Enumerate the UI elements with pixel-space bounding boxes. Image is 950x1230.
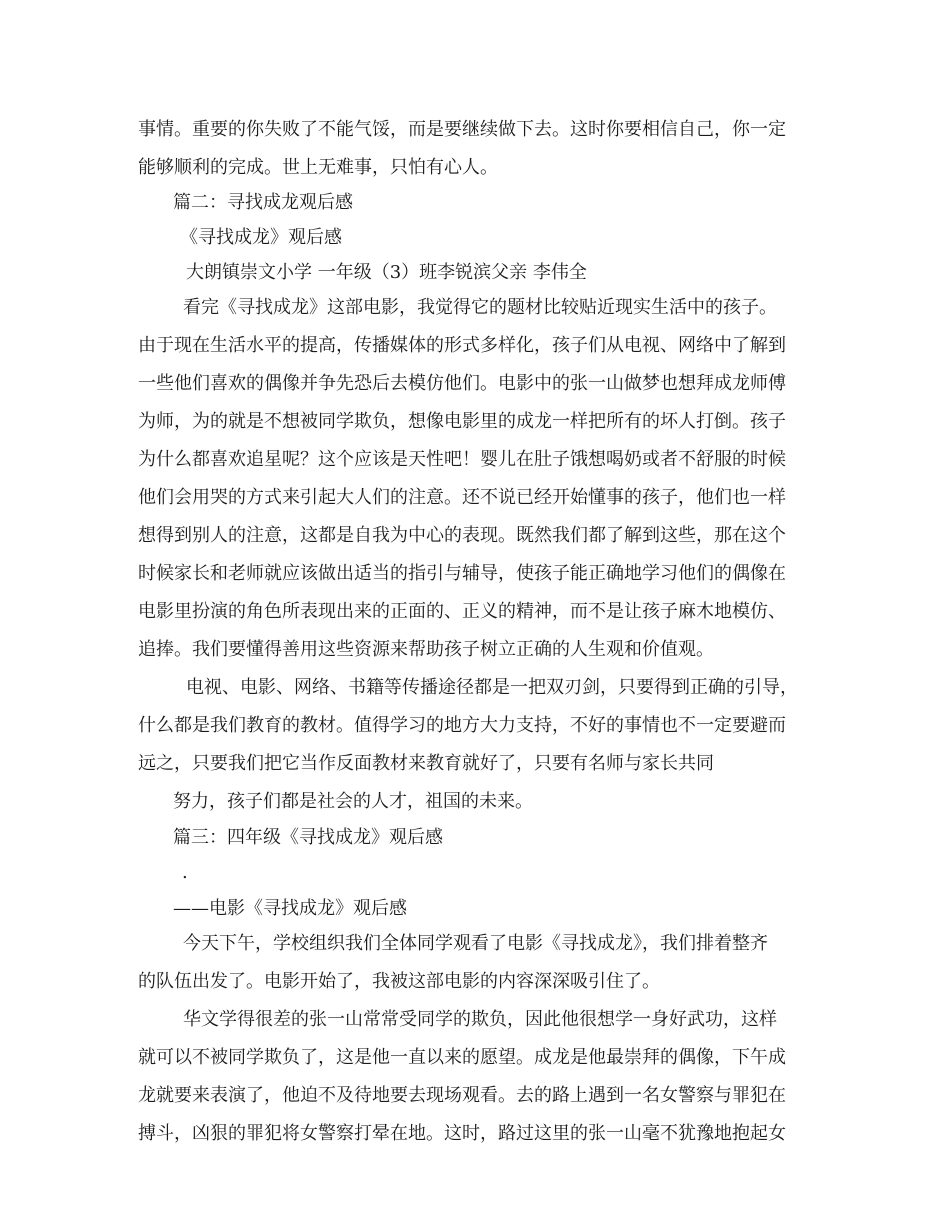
text-line: 什么都是我们教育的教材。值得学习的地方大力支持，不好的事情也不一定要避而 [138, 715, 786, 736]
article-title: 《寻找成龙》观后感 [180, 227, 342, 248]
text-line: 他们会用哭的方式来引起大人们的注意。还不说已经开始懂事的孩子，他们也一样 [138, 487, 786, 508]
text-line: 搏斗，凶狠的罪犯将女警察打晕在地。这时，路过这里的张一山毫不犹豫地抱起女 [138, 1123, 786, 1144]
text-line: 今天下午，学校组织我们全体同学观看了电影《寻找成龙》，我们排着整齐 [183, 933, 768, 954]
section-heading: 篇三：四年级《寻找成龙》观后感 [173, 827, 443, 848]
text-line: 远之，只要我们把它当作反面教材来教育就好了，只要有名师与家长共同 [138, 753, 714, 774]
text-line: 电影里扮演的角色所表现出来的正面的、正义的精神，而不是让孩子麻木地模仿、 [138, 601, 786, 622]
text-line: 为什么都喜欢追星呢？这个应该是天性吧！婴儿在肚子饿想喝奶或者不舒服的时候 [138, 449, 786, 470]
text-line: 想得到别人的注意，这都是自我为中心的表现。既然我们都了解到这些，那在这个 [138, 525, 786, 546]
text-line: 为师，为的就是不想被同学欺负，想像电影里的成龙一样把所有的坏人打倒。孩子 [138, 411, 786, 432]
text-line: 的队伍出发了。电影开始了，我被这部电影的内容深深吸引住了。 [138, 971, 660, 992]
text-line: 华文学得很差的张一山常常受同学的欺负，因此他很想学一身好武功，这样 [183, 1009, 777, 1030]
text-line: 看完《寻找成龙》这部电影，我觉得它的题材比较贴近现实生活中的孩子。 [183, 297, 777, 318]
text-line: 事情。重要的你失败了不能气馁，而是要继续做下去。这时你要相信自己，你一定 [138, 119, 786, 140]
section-heading: 篇二：寻找成龙观后感 [173, 192, 353, 213]
text-line: 电视、电影、网络、书籍等传播途径都是一把双刃剑，只要得到正确的引导， [186, 677, 798, 698]
text-line: . [182, 862, 188, 883]
text-line: 龙就要来表演了，他迫不及待地要去现场观看。去的路上遇到一名女警察与罪犯在 [138, 1085, 786, 1106]
text-line: 努力，孩子们都是社会的人才，祖国的未来。 [173, 791, 533, 812]
text-line: 时候家长和老师就应该做出适当的指引与辅导，使孩子能正确地学习他们的偶像在 [138, 563, 786, 584]
text-line: 由于现在生活水平的提高，传播媒体的形式多样化，孩子们从电视、网络中了解到 [138, 335, 786, 356]
article-byline: 大朗镇崇文小学 一年级（3）班李锐滨父亲 李伟全 [186, 262, 587, 283]
text-line: 追捧。我们要懂得善用这些资源来帮助孩子树立正确的人生观和价值观。 [138, 639, 714, 660]
text-line: 能够顺利的完成。世上无难事，只怕有心人。 [138, 157, 498, 178]
article-subtitle: ——电影《寻找成龙》观后感 [173, 898, 407, 919]
text-line: 就可以不被同学欺负了，这是他一直以来的愿望。成龙是他最崇拜的偶像，下午成 [138, 1047, 786, 1068]
text-line: 一些他们喜欢的偶像并争先恐后去模仿他们。电影中的张一山做梦也想拜成龙师傅 [138, 373, 786, 394]
